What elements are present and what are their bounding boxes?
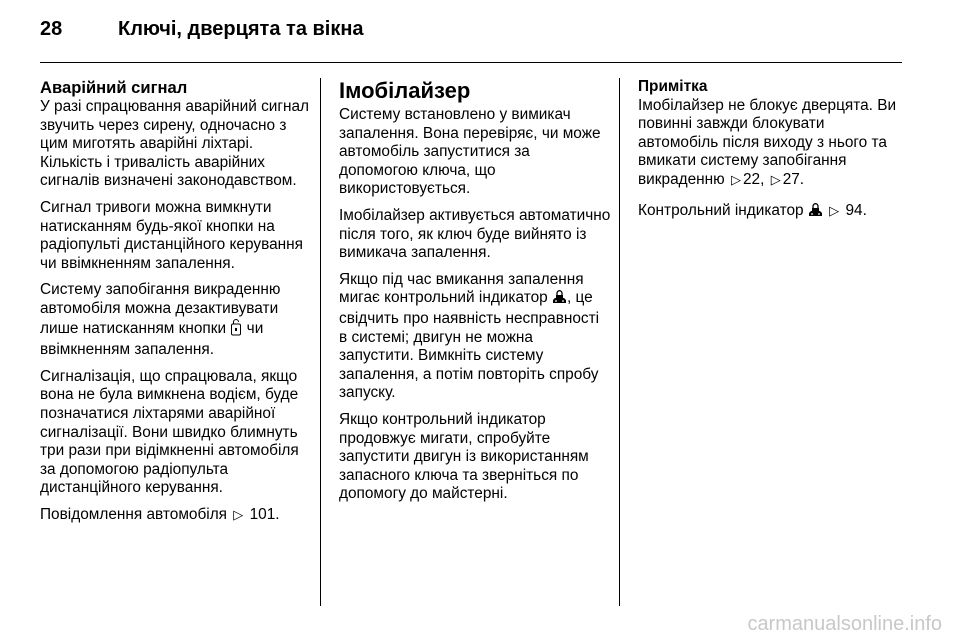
column-alarm — [40, 78, 315, 532]
immobiliser-paragraph-1: Систему встановлено у вимикач запалення. Вона перевіряє, чи може автомобіль запуститися за допомогою ключа, що використовується. — [339, 106, 601, 198]
reference-arrow-icon: ▷ — [731, 171, 741, 187]
note-text-block — [638, 97, 908, 190]
alarm-paragraph-2: Сигнал тривоги можна вимкнути натисканням будь-якої кнопки на радіопульті дистанційного керування чи ввімкненням запалення. — [40, 198, 303, 272]
note-text: Імобілайзер не блокує дверцята. Ви повинні завжди блокувати автомобіль після виходу з нього та вмикати систему запобігання викраденню — [638, 96, 897, 188]
indicator-text: Контрольний індикатор — [638, 201, 804, 219]
watermark: carmanualsonline.info — [747, 613, 942, 635]
page-header — [40, 18, 364, 48]
note-title: Примітка — [638, 78, 708, 95]
indicator-ref[interactable]: 94. — [845, 201, 867, 219]
reference-arrow-icon: ▷ — [829, 202, 840, 218]
note-ref-1[interactable]: 22, — [743, 170, 765, 188]
immobiliser-heading: Імобілайзер — [339, 78, 471, 103]
immobiliser-paragraph-4: Якщо контрольний індикатор продовжує мигати, спробуйте запустити двигун із використанням запасного ключа та зверніться по допомогу до майстерні. — [339, 410, 589, 503]
alarm-p3-after: чи ввімкненням запалення. — [40, 319, 264, 359]
car-lock-icon — [808, 203, 823, 223]
immobiliser-paragraph-3 — [339, 271, 611, 403]
column-divider-1 — [320, 78, 321, 606]
indicator-paragraph — [638, 202, 908, 223]
column-divider-2 — [619, 78, 620, 606]
note-ref-2[interactable]: 27. — [782, 170, 805, 188]
alarm-paragraph-1: У разі спрацювання аварійний сигнал звучить через сирену, одночасно з цим миготять аварійні ліхтарі. Кількість і тривалість аварійних сигналів визначені законодавством. — [40, 98, 310, 190]
immobiliser-p3-before: Якщо під час вмикання запалення мигає контрольний індикатор — [339, 270, 584, 307]
alarm-p5-text: Повідомлення автомобіля — [40, 505, 228, 523]
column-immobiliser — [339, 78, 611, 512]
reference-arrow-icon: ▷ — [770, 171, 781, 187]
car-lock-icon — [552, 290, 567, 310]
remote-unlock-icon — [230, 319, 242, 342]
reference-arrow-icon: ▷ — [233, 506, 244, 522]
page-title: Ключі, дверцята та вікна — [118, 18, 364, 40]
alarm-paragraph-5 — [40, 506, 315, 525]
header-rule — [40, 62, 902, 63]
note-box — [638, 78, 908, 190]
alarm-heading: Аварійний сигнал — [40, 78, 188, 97]
alarm-p5-ref[interactable]: 101. — [249, 505, 280, 523]
alarm-paragraph-3 — [40, 281, 315, 359]
column-note — [638, 78, 908, 230]
immobiliser-p3-after: , це свідчить про наявність несправності в системі; двигун не можна запустити. Вимкніть систему запалення, а потім повторіть спробу запуску. — [339, 289, 600, 402]
alarm-p3-before: Систему запобігання викраденню автомобіля можна дезактивувати лише натисканням кнопки — [40, 281, 281, 337]
alarm-paragraph-4: Сигналізація, що спрацювала, якщо вона не була вимкнена водієм, буде позначатися ліхтарями аварійної сигналізації. Вони швидко блимнуть три рази при відімкненні автомобіля за допомогою радіопульта дистанційного керування. — [40, 367, 299, 497]
immobiliser-paragraph-2: Імобілайзер активується автоматично після того, як ключ буде вийнято із вимикача запалення. — [339, 206, 611, 262]
page-number: 28 — [40, 18, 63, 40]
